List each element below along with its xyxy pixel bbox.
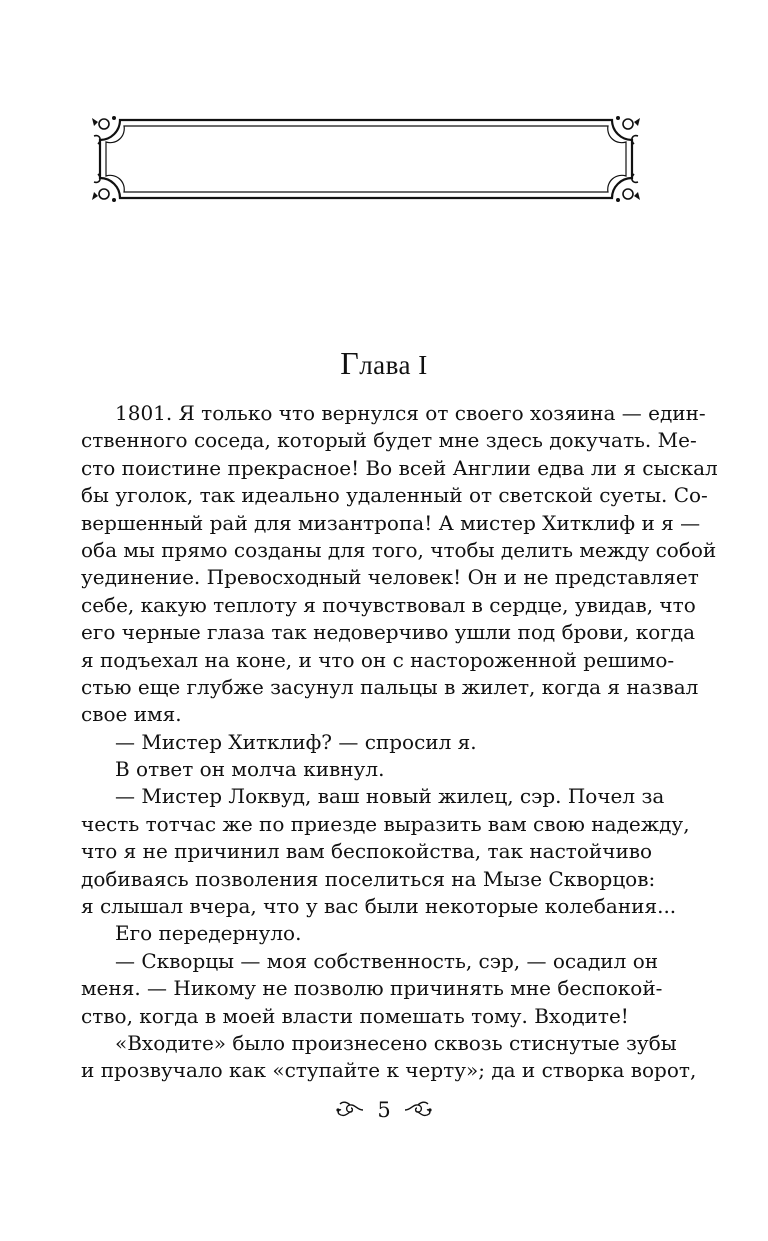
flourish-left-icon xyxy=(335,1099,365,1121)
ornament-border-icon xyxy=(90,114,642,204)
text-line: оба мы прямо созданы для того, чтобы делить между собой xyxy=(81,537,717,562)
text-line: меня. — Никому не позволю причинять мне беспокой- xyxy=(81,976,663,1001)
text-line: себе, какую теплоту я почувствовал в сердце, увидав, что xyxy=(81,592,696,617)
text-line: — Мистер Хитклиф? — спросил я. xyxy=(115,729,477,754)
text-line: добиваясь позволения поселиться на Мызе Скворцов: xyxy=(81,866,656,891)
text-line: я подъехал на коне, и что он с настороженной решимо- xyxy=(81,647,675,672)
text-line: и прозвучало как «ступайте к черту»; да и створка ворот, xyxy=(81,1058,697,1083)
text-line: я слышал вчера, что у вас были некоторые колебания... xyxy=(81,894,677,919)
text-line: — Скворцы — моя собственность, сэр, — осадил он xyxy=(115,948,659,973)
chapter-title xyxy=(0,345,768,382)
text-line: вершенный рай для мизантропа! А мистер Хитклиф и я — xyxy=(81,510,701,535)
text-line: ственного соседа, который будет мне здесь докучать. Ме- xyxy=(81,428,697,453)
text-line: его черные глаза так недоверчиво ушли под брови, когда xyxy=(81,620,696,645)
ornamental-frame xyxy=(90,114,642,204)
chapter-title-rest: лава I xyxy=(359,350,428,380)
text-line: стью еще глубже засунул пальцы в жилет, когда я назвал xyxy=(81,674,699,699)
text-line: бы уголок, так идеально удаленный от светской суеты. Со- xyxy=(81,483,708,508)
flourish-right-icon xyxy=(403,1099,433,1121)
chapter-text xyxy=(81,400,718,1085)
text-line: Его передернуло. xyxy=(115,921,302,946)
text-line: что я не причинил вам беспокойства, так настойчиво xyxy=(81,839,653,864)
text-line: В ответ он молча кивнул. xyxy=(115,757,385,782)
text-line: сто поистине прекрасное! Во всей Англии едва ли я сыскал xyxy=(81,455,718,480)
text-line: ство, когда в моей власти помешать тому. Входите! xyxy=(81,1003,629,1028)
text-line: 1801. Я только что вернулся от своего хозяина — един- xyxy=(115,401,706,425)
text-line: уединение. Превосходный человек! Он и не представляет xyxy=(81,565,699,590)
text-line: — Мистер Локвуд, ваш новый жилец, сэр. Почел за xyxy=(115,784,665,809)
text-line: свое имя. xyxy=(81,702,182,727)
text-line: «Входите» было произнесено сквозь стиснутые зубы xyxy=(115,1030,677,1055)
chapter-title-initial: Г xyxy=(340,345,360,381)
page-footer xyxy=(0,1098,768,1122)
page-number: 5 xyxy=(377,1098,391,1122)
text-line: честь тотчас же по приезде выразить вам свою надежду, xyxy=(81,811,690,836)
